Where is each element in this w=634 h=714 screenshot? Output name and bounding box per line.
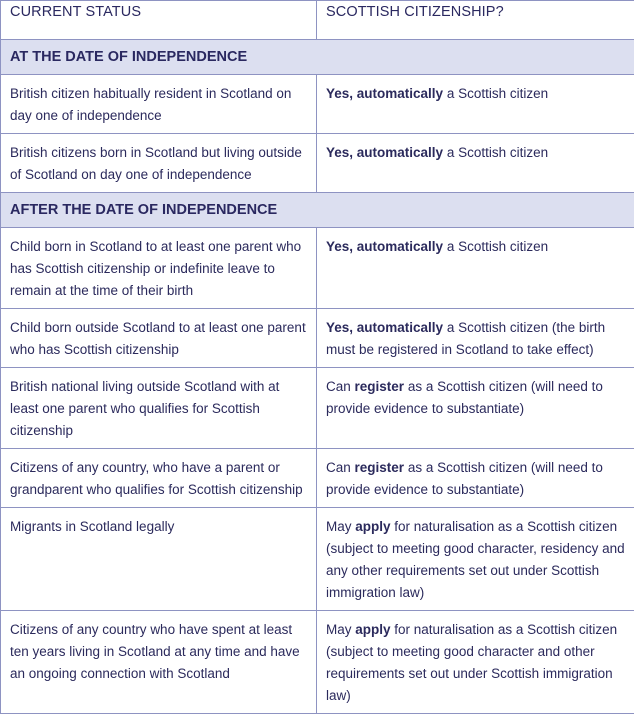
citizenship-post: a Scottish citizen [443, 145, 548, 160]
citizenship-pre: May [326, 622, 355, 637]
citizenship-post: a Scottish citizen [443, 239, 548, 254]
citizenship-post: a Scottish citizen [443, 86, 548, 101]
citizenship-pre: Can [326, 379, 355, 394]
citizenship-keyword: apply [355, 622, 390, 637]
citizenship-keyword: automatically [357, 86, 443, 101]
citizenship-pre: Yes, [326, 320, 357, 335]
citizenship-cell [317, 309, 634, 368]
table-row [1, 449, 634, 508]
section-header-after-independence [1, 193, 634, 228]
citizenship-keyword: register [355, 379, 405, 394]
table-header-row [1, 1, 634, 40]
citizenship-keyword: apply [355, 519, 390, 534]
citizenship-cell [317, 508, 634, 611]
status-cell: Citizens of any country who have spent at least ten years living in Scotland at any time and have an ongoing connection with Scotland [1, 611, 317, 714]
citizenship-pre: Can [326, 460, 355, 475]
status-cell: Citizens of any country, who have a parent or grandparent who qualifies for Scottish citizenship [1, 449, 317, 508]
citizenship-post: for naturalisation as a Scottish citizen (subject to meeting good character, residency and any other requirements set out under Scottish immigration law) [326, 519, 625, 600]
status-cell: Migrants in Scotland legally [1, 508, 317, 611]
citizenship-cell [317, 75, 634, 134]
status-cell: Child born in Scotland to at least one parent who has Scottish citizenship or indefinite leave to remain at the time of their birth [1, 228, 317, 309]
table-row [1, 134, 634, 193]
citizenship-post: a Scottish citizen (the birth must be registered in Scotland to take effect) [326, 320, 605, 357]
status-cell: British citizens born in Scotland but living outside of Scotland on day one of independence [1, 134, 317, 193]
status-cell: British national living outside Scotland with at least one parent who qualifies for Scottish citizenship [1, 368, 317, 449]
citizenship-post: for naturalisation as a Scottish citizen (subject to meeting good character and other requirements set out under Scottish immigration law) [326, 622, 617, 703]
table-row [1, 368, 634, 449]
citizenship-keyword: register [355, 460, 405, 475]
table-row [1, 508, 634, 611]
table-row [1, 228, 634, 309]
table-row [1, 75, 634, 134]
status-cell: British citizen habitually resident in Scotland on day one of independence [1, 75, 317, 134]
citizenship-keyword: automatically [357, 145, 443, 160]
citizenship-pre: Yes, [326, 145, 357, 160]
citizenship-post: as a Scottish citizen (will need to provide evidence to substantiate) [326, 460, 603, 497]
citizenship-cell [317, 228, 634, 309]
citizenship-cell [317, 134, 634, 193]
header-current-status: CURRENT STATUS [1, 1, 317, 40]
citizenship-post: as a Scottish citizen (will need to provide evidence to substantiate) [326, 379, 603, 416]
status-cell: Child born outside Scotland to at least one parent who has Scottish citizenship [1, 309, 317, 368]
section-header-at-independence [1, 40, 634, 75]
section-title: AT THE DATE OF INDEPENDENCE [1, 40, 634, 75]
header-scottish-citizenship: SCOTTISH CITIZENSHIP? [317, 1, 634, 40]
citizenship-keyword: automatically [357, 320, 443, 335]
citizenship-pre: Yes, [326, 86, 357, 101]
table-row [1, 309, 634, 368]
citizenship-cell [317, 449, 634, 508]
citizenship-cell [317, 611, 634, 714]
citizenship-pre: May [326, 519, 355, 534]
citizenship-keyword: automatically [357, 239, 443, 254]
section-title: AFTER THE DATE OF INDEPENDENCE [1, 193, 634, 228]
citizenship-pre: Yes, [326, 239, 357, 254]
table-row [1, 611, 634, 714]
citizenship-cell [317, 368, 634, 449]
